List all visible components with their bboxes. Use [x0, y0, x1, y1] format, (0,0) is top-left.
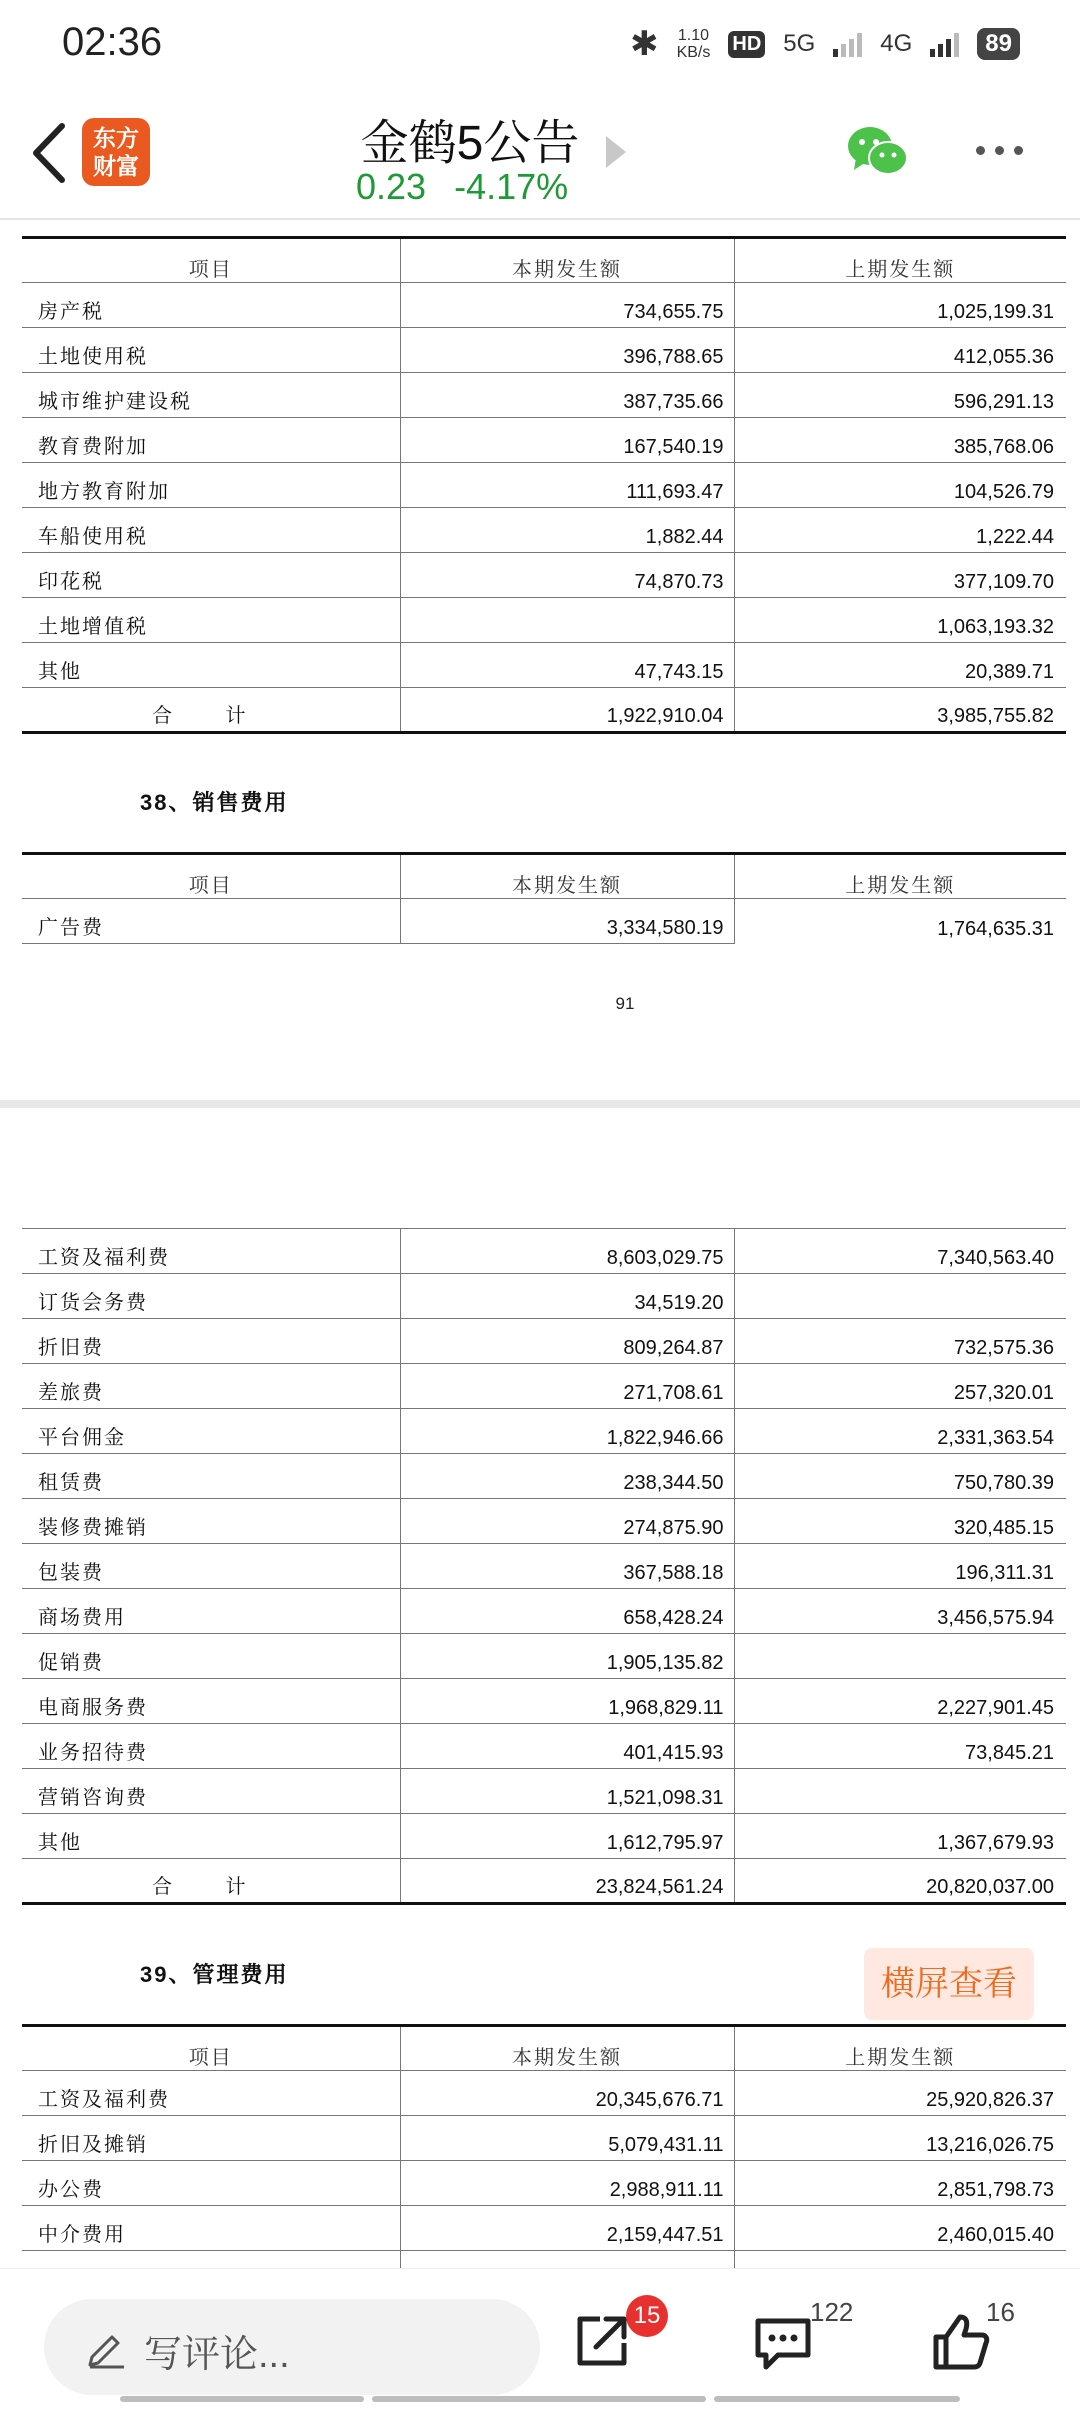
more-options-icon[interactable] [976, 146, 1023, 155]
table-row: 印花税 74,870.73 377,109.70 [22, 553, 1066, 598]
tax-table [22, 236, 1066, 734]
table-row: 工资及福利费 20,345,676.71 25,920,826.37 [22, 2071, 1066, 2116]
status-icons [630, 24, 1020, 64]
comment-input[interactable] [44, 2299, 540, 2395]
table-row: 折旧及摊销 5,079,431.11 13,216,026.75 [22, 2116, 1066, 2161]
column-header: 本期发生额 [400, 238, 734, 283]
page-separator [0, 1100, 1080, 1108]
column-header: 上期发生额 [734, 854, 1066, 899]
table-row: 房产税 734,655.75 1,025,199.31 [22, 283, 1066, 328]
play-arrow-icon[interactable] [606, 136, 626, 168]
table-row: 教育费附加 167,540.19 385,768.06 [22, 418, 1066, 463]
column-header: 上期发生额 [734, 2026, 1066, 2071]
table-total-row: 合 计 23,824,561.24 20,820,037.00 [22, 1859, 1066, 1904]
table-total-row: 合 计 1,922,910.04 3,985,755.82 [22, 688, 1066, 733]
page-number: 91 [615, 994, 635, 1013]
stock-price: 0.23 [356, 166, 427, 207]
back-arrow-icon[interactable] [24, 118, 74, 188]
table-row: 商场费用 658,428.24 3,456,575.94 [22, 1589, 1066, 1634]
table-row: 办公费 2,988,911.11 2,851,798.73 [22, 2161, 1066, 2206]
app-logo[interactable]: 东方 财富 [82, 118, 150, 186]
scroll-indicator [372, 2396, 706, 2402]
comment-placeholder: 写评论... [144, 2334, 290, 2376]
table-row: 装修费摊销 274,875.90 320,485.15 [22, 1499, 1066, 1544]
signal-5g-icon [833, 31, 862, 57]
share-icon[interactable] [572, 2311, 632, 2371]
sales-expense-table-part1 [22, 852, 1066, 944]
table-row: 土地使用税 396,788.65 412,055.36 [22, 328, 1066, 373]
table-row: 土地增值税 1,063,193.32 [22, 598, 1066, 643]
column-header: 本期发生额 [400, 854, 734, 899]
table-row: 广告费 3,334,580.19 1,764,635.31 [22, 899, 1066, 944]
admin-expense-table [22, 2024, 1066, 2268]
table-row: 租赁费 238,344.50 750,780.39 [22, 1454, 1066, 1499]
table-row: 工资及福利费 8,603,029.75 7,340,563.40 [22, 1229, 1066, 1274]
like-count: 16 [986, 2297, 1015, 2327]
bottom-action-bar [0, 2268, 1080, 2409]
comment-icon[interactable] [752, 2313, 814, 2373]
table-row: 订货会务费 34,519.20 [22, 1274, 1066, 1319]
network-4g-label: 4G [880, 30, 913, 57]
scroll-indicator [714, 2396, 960, 2402]
battery-icon: 89 [977, 28, 1020, 60]
status-time: 02:36 [62, 20, 163, 64]
column-header: 项目 [22, 238, 400, 283]
table-row: 平台佣金 1,822,946.66 2,331,363.54 [22, 1409, 1066, 1454]
table-row: 地方教育附加 111,693.47 104,526.79 [22, 463, 1066, 508]
table-row: 城市维护建设税 387,735.66 596,291.13 [22, 373, 1066, 418]
bluetooth-icon: ✱ [630, 25, 659, 63]
sales-expense-table-part2 [22, 1228, 1066, 1905]
table-row: 其他 47,743.15 20,389.71 [22, 643, 1066, 688]
table-row: 中介费用 2,159,447.51 2,460,015.40 [22, 2206, 1066, 2251]
table-row: 促销费 1,905,135.82 [22, 1634, 1066, 1679]
landscape-view-button[interactable]: 横屏查看 [864, 1948, 1034, 2020]
column-header: 本期发生额 [400, 2026, 734, 2071]
network-5g-label: 5G [783, 30, 816, 57]
pen-icon [84, 2325, 128, 2369]
share-count-badge: 15 [626, 2295, 668, 2337]
network-speed: 1.10 KB/s [676, 27, 711, 61]
column-header: 项目 [22, 2026, 400, 2071]
stock-quote [356, 166, 596, 208]
signal-4g-icon [930, 31, 959, 57]
like-icon[interactable] [930, 2311, 992, 2373]
scroll-indicator [120, 2396, 364, 2402]
wechat-icon[interactable] [846, 122, 910, 182]
table-row: 其他 1,612,795.97 1,367,679.93 [22, 1814, 1066, 1859]
comment-count: 122 [810, 2297, 854, 2327]
table-row: 差旅费 271,708.61 257,320.01 [22, 1364, 1066, 1409]
stock-change: -4.17% [454, 166, 569, 207]
section-title-38: 38、销售费用 [140, 790, 289, 815]
nav-header [0, 88, 1080, 220]
status-bar [0, 0, 1080, 88]
column-header: 项目 [22, 854, 400, 899]
column-header: 上期发生额 [734, 238, 1066, 283]
table-row: 电商服务费 1,968,829.11 2,227,901.45 [22, 1679, 1066, 1724]
table-row: 车船使用税 1,882.44 1,222.44 [22, 508, 1066, 553]
hd-icon: HD [728, 31, 765, 58]
table-row [22, 2251, 1066, 2269]
section-title-39: 39、管理费用 [140, 1962, 289, 1987]
table-row: 包装费 367,588.18 196,311.31 [22, 1544, 1066, 1589]
table-row: 营销咨询费 1,521,098.31 [22, 1769, 1066, 1814]
table-row: 业务招待费 401,415.93 73,845.21 [22, 1724, 1066, 1769]
page-title: 金鹤5公告 [360, 117, 580, 170]
table-row: 折旧费 809,264.87 732,575.36 [22, 1319, 1066, 1364]
